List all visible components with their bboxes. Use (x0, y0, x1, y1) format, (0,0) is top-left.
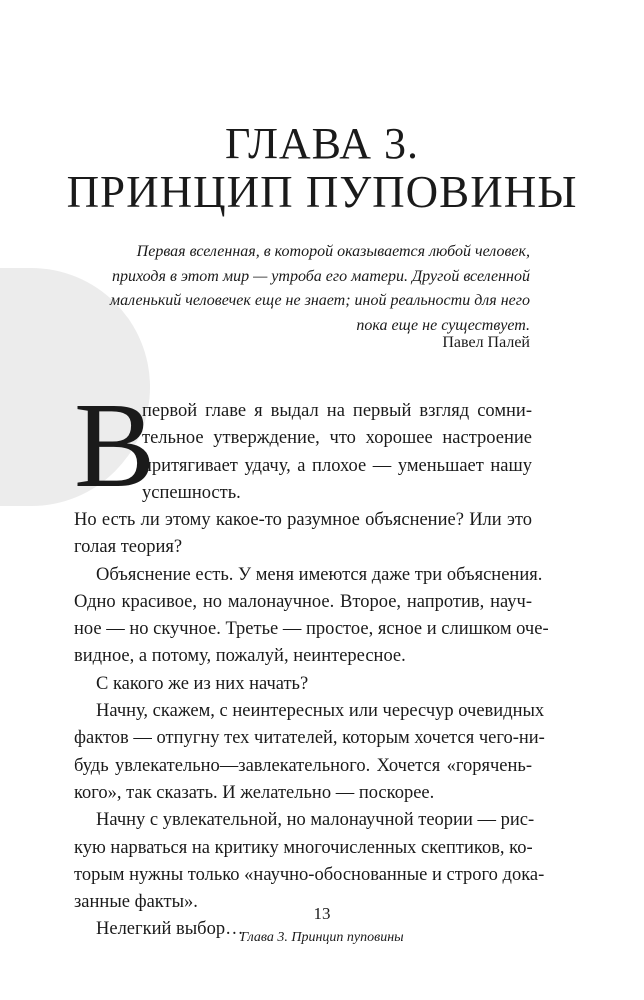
body-line: успешность. (142, 482, 241, 503)
body-line: кую нарваться на критику многочисленных скептиков, ко- (74, 837, 533, 858)
chapter-number: ГЛАВА 3. (224, 119, 420, 168)
body-line: торым нужны только «научно-обоснованные и строго дока- (74, 864, 545, 885)
body-line: притягивает удачу, а плохое — уменьшает нашу (142, 455, 532, 476)
epigraph-author: Павел Палей (442, 334, 530, 351)
paragraph (74, 807, 545, 916)
paragraph (74, 671, 532, 698)
paragraph (74, 698, 545, 807)
body-line: первой главе я выдал на первый взгляд сомни- (142, 401, 532, 421)
body-line: Объяснение есть. У меня имеются даже три объяснения. (96, 564, 543, 585)
epigraph-line: Первая вселенная, в которой оказывается любой человек, (136, 243, 530, 260)
body-line: фактов — отпугну тех читателей, которым хочется чего-ни- (74, 728, 545, 749)
body-line: Начну с увлекательной, но малонаучной теории — рис- (96, 810, 535, 831)
drop-cap-paragraph (74, 378, 532, 513)
body-line: Одно красивое, но малонаучное. Второе, напротив, науч- (74, 591, 532, 612)
epigraph (92, 240, 530, 338)
body-line: будь увлекательно—завлекательного. Хочется «горячень- (74, 755, 532, 776)
page-number: 13 (313, 904, 331, 923)
body-line: занные факты». (74, 892, 198, 913)
chapter-title: ПРИНЦИП ПУПОВИНЫ (66, 167, 578, 217)
body-line: Нелегкий выбор… (96, 919, 244, 940)
body-line: голая теория? (74, 537, 183, 558)
body-line: тельное утверждение, что хорошее настроение (142, 428, 532, 449)
running-footer: Глава 3. Принцип пуповины (240, 930, 404, 945)
drop-cap-letter: В (74, 378, 156, 513)
body-text (74, 378, 549, 944)
body-line: С какого же из них начать? (96, 673, 309, 694)
epigraph-line: приходя в этот мир — утроба его матери. Другой вселенной (111, 267, 530, 285)
body-line: кого», так сказать. И желательно — поскорее. (74, 782, 435, 803)
body-line: ное — но скучное. Третье — простое, ясное и слишком оче- (74, 619, 549, 640)
paragraph (74, 507, 532, 562)
paragraph (74, 562, 549, 671)
epigraph-line: маленький человечек еще не знает; иной реальности для него (109, 292, 530, 309)
body-line: Начну, скажем, с неинтересных или чересчур очевидных (96, 701, 545, 722)
body-line: Но есть ли этому какое-то разумное объяснение? Или это (74, 510, 532, 530)
body-line: видное, а потому, пожалуй, неинтересное. (74, 646, 406, 667)
epigraph-line: пока еще не существует. (356, 316, 530, 334)
